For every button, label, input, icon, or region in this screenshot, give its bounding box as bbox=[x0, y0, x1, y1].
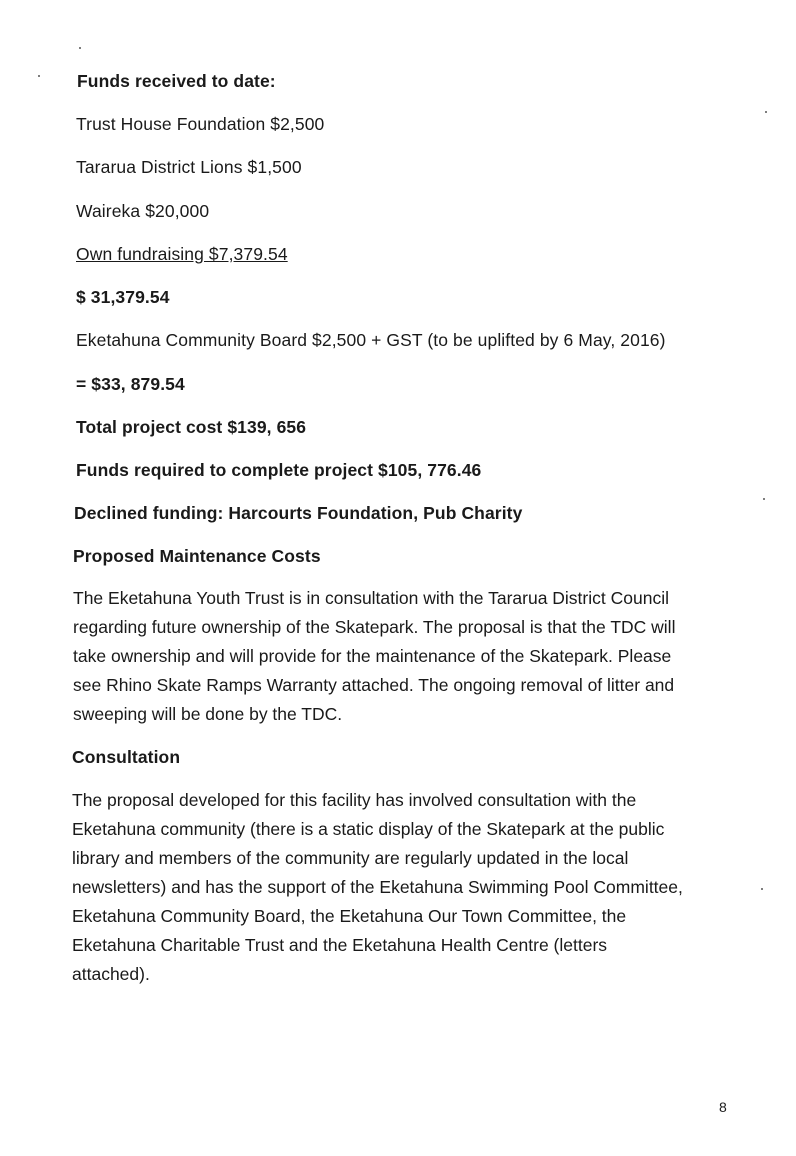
paragraph-line: regarding future ownership of the Skatepark. The proposal is that the TDC will bbox=[73, 617, 676, 637]
paragraph-line: attached). bbox=[72, 964, 150, 984]
page-number: 8 bbox=[719, 1099, 727, 1115]
paragraph-line: take ownership and will provide for the maintenance of the Skatepark. Please bbox=[73, 646, 672, 666]
maintenance-paragraph bbox=[73, 584, 773, 729]
paragraph-line: Eketahuna Charitable Trust and the Eketahuna Health Centre (letters bbox=[72, 935, 608, 955]
paragraph-line: The Eketahuna Youth Trust is in consultation with the Tararua District Council bbox=[73, 588, 669, 608]
scan-speck bbox=[38, 75, 40, 77]
paragraph-line: newsletters) and has the support of the Eketahuna Swimming Pool Committee, bbox=[72, 877, 683, 897]
paragraph-line: library and members of the community are regularly updated in the local bbox=[72, 848, 629, 868]
total-project-cost: Total project cost $139, 656 bbox=[76, 417, 307, 437]
paragraph-line: Eketahuna Community Board, the Eketahuna Our Town Committee, the bbox=[72, 906, 627, 926]
maintenance-heading: Proposed Maintenance Costs bbox=[73, 546, 321, 566]
funds-item: Tararua District Lions $1,500 bbox=[76, 157, 302, 177]
funds-subtotal: $ 31,379.54 bbox=[76, 287, 170, 307]
paragraph-line: Eketahuna community (there is a static display of the Skatepark at the public bbox=[72, 819, 665, 839]
scan-speck bbox=[763, 498, 765, 500]
funds-item: Waireka $20,000 bbox=[76, 201, 210, 221]
scan-speck bbox=[79, 47, 81, 49]
paragraph-line: see Rhino Skate Ramps Warranty attached. The ongoing removal of litter and bbox=[73, 675, 675, 695]
funds-item: Trust House Foundation $2,500 bbox=[76, 114, 325, 134]
declined-funding: Declined funding: Harcourts Foundation, Pub Charity bbox=[74, 503, 523, 523]
community-board-funding: Eketahuna Community Board $2,500 + GST (to be uplifted by 6 May, 2016) bbox=[76, 330, 666, 350]
funds-heading: Funds received to date: bbox=[77, 71, 276, 91]
total-received: = $33, 879.54 bbox=[76, 374, 185, 394]
paragraph-line: The proposal developed for this facility has involved consultation with the bbox=[72, 790, 637, 810]
scan-speck bbox=[765, 111, 767, 113]
funds-item-own-fundraising: Own fundraising $7,379.54 bbox=[76, 244, 288, 264]
funds-required: Funds required to complete project $105, 776.46 bbox=[76, 460, 482, 480]
consultation-heading: Consultation bbox=[72, 747, 181, 767]
consultation-paragraph bbox=[72, 786, 772, 989]
paragraph-line: sweeping will be done by the TDC. bbox=[73, 704, 343, 724]
